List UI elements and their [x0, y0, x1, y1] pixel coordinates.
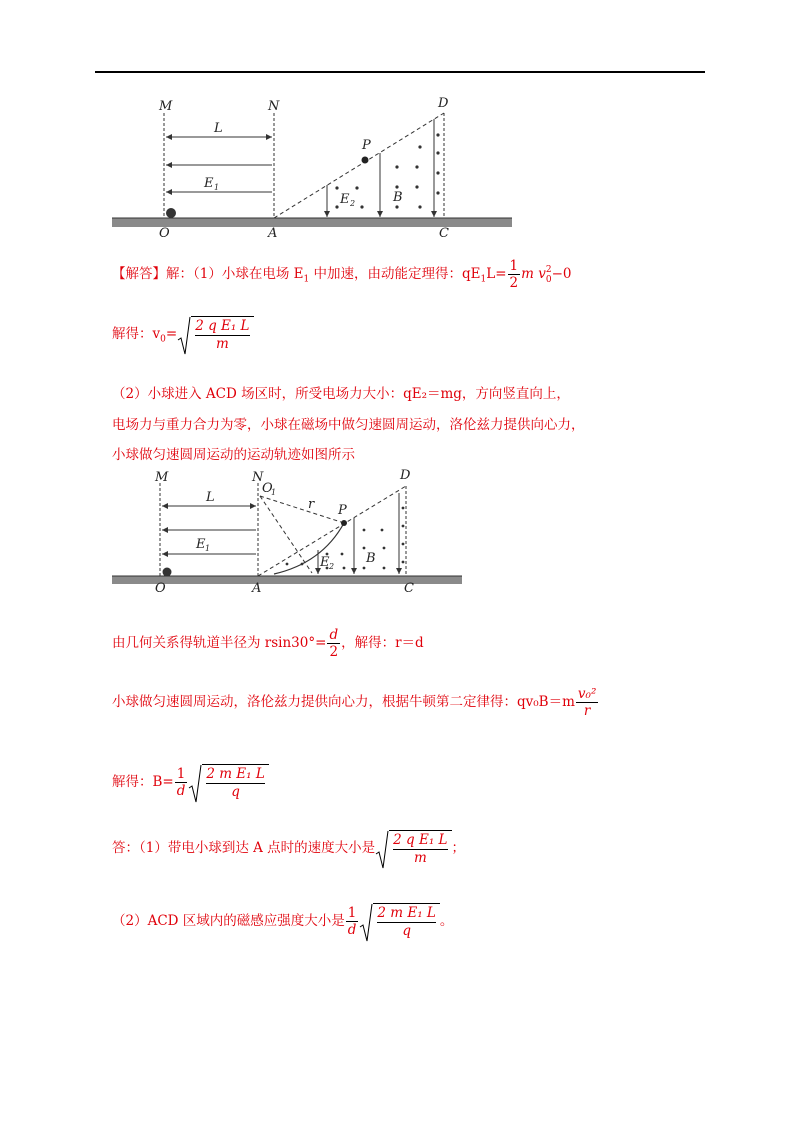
svg-text:L: L	[206, 490, 215, 505]
svg-text:O: O	[262, 481, 273, 496]
answer-line-2: 解得：$v_0=$ $\frac{\text{2 q E₁ L}}{m}$	[112, 316, 254, 353]
svg-text:P: P	[338, 503, 347, 518]
label-M: M	[159, 99, 173, 114]
answer-line-7: 小球做匀速圆周运动，洛伦兹力提供向心力，根据牛顿第二定律得：qv₀B＝m $\frac{\text{v₀²}}{r}$	[112, 686, 597, 719]
label-D: D	[438, 96, 449, 111]
svg-text:1: 1	[205, 544, 211, 553]
label-A: A	[268, 226, 278, 240]
label-E2: E	[340, 192, 350, 207]
ground-bar	[112, 218, 512, 227]
answer-line-10: （2）ACD 区域内的磁感应强度大小是 $\frac{1}{d}$ $\frac{\text{2 m E₁ L}}{q}$ 。	[112, 905, 454, 939]
label-E1: E	[204, 176, 214, 191]
label-L: L	[214, 121, 223, 136]
label-B: B	[393, 190, 403, 205]
svg-text:E: E	[196, 537, 206, 552]
svg-text:C: C	[404, 581, 414, 593]
svg-text:1: 1	[271, 488, 277, 497]
radius-line	[260, 496, 344, 523]
svg-text:D: D	[400, 468, 411, 483]
header-rule	[95, 71, 705, 73]
svg-text:O: O	[155, 581, 166, 593]
point-P	[362, 157, 369, 164]
answer-head: 【解答】	[112, 266, 166, 282]
answer-line-4: 电场力与重力合力为零，小球在磁场中做匀速圆周运动，洛伦兹力提供向心力，	[112, 417, 585, 433]
svg-text:r: r	[308, 497, 315, 512]
label-N: N	[268, 99, 280, 114]
answer-line-5: 小球做匀速圆周运动的运动轨迹如图所示	[112, 447, 355, 463]
hypotenuse-AD	[274, 113, 444, 218]
magnetic-field-dots	[335, 133, 439, 208]
answer-line-3: （2）小球进入 ACD 场区时，所受电场力大小：qE₂＝mg，方向竖直向上，	[112, 386, 570, 402]
answer-line-6: 由几何关系得轨道半径为 rsin30°= $\frac{d}{2}$ ，解得：r＝d	[112, 627, 424, 660]
answer-line-9: 答：（1）带电小球到达 A 点时的速度大小是 $\frac{\text{2 q E₁ L}}{m}$ ；	[112, 832, 466, 866]
svg-text:2: 2	[329, 562, 335, 571]
label-E2-sub: 2	[350, 199, 356, 208]
ball-O	[166, 208, 176, 218]
svg-text:B: B	[366, 551, 376, 566]
label-E1-sub: 1	[214, 183, 220, 192]
svg-text:N: N	[252, 470, 264, 485]
figure-1-diagram	[112, 95, 512, 240]
svg-text:M: M	[155, 470, 169, 485]
p1-prefix: 解：（1）小球在电场 E	[166, 266, 304, 282]
answer-line-8: 解得：B= $\frac{1}{d}$ $\frac{\text{2 m E₁ L}}{q}$	[112, 764, 269, 801]
label-C: C	[439, 226, 449, 240]
label-O: O	[159, 226, 170, 240]
answer-line-1: 【解答】解：（1）小球在电场 $E_1$ 中加速，由动能定理得：$qE_1L=$ $\frac{1}{2}$ m v 2 0 −0	[112, 258, 572, 291]
svg-text:A: A	[252, 581, 262, 593]
svg-text:E: E	[320, 555, 330, 570]
label-P: P	[362, 138, 371, 153]
figure-2-diagram	[112, 468, 472, 593]
